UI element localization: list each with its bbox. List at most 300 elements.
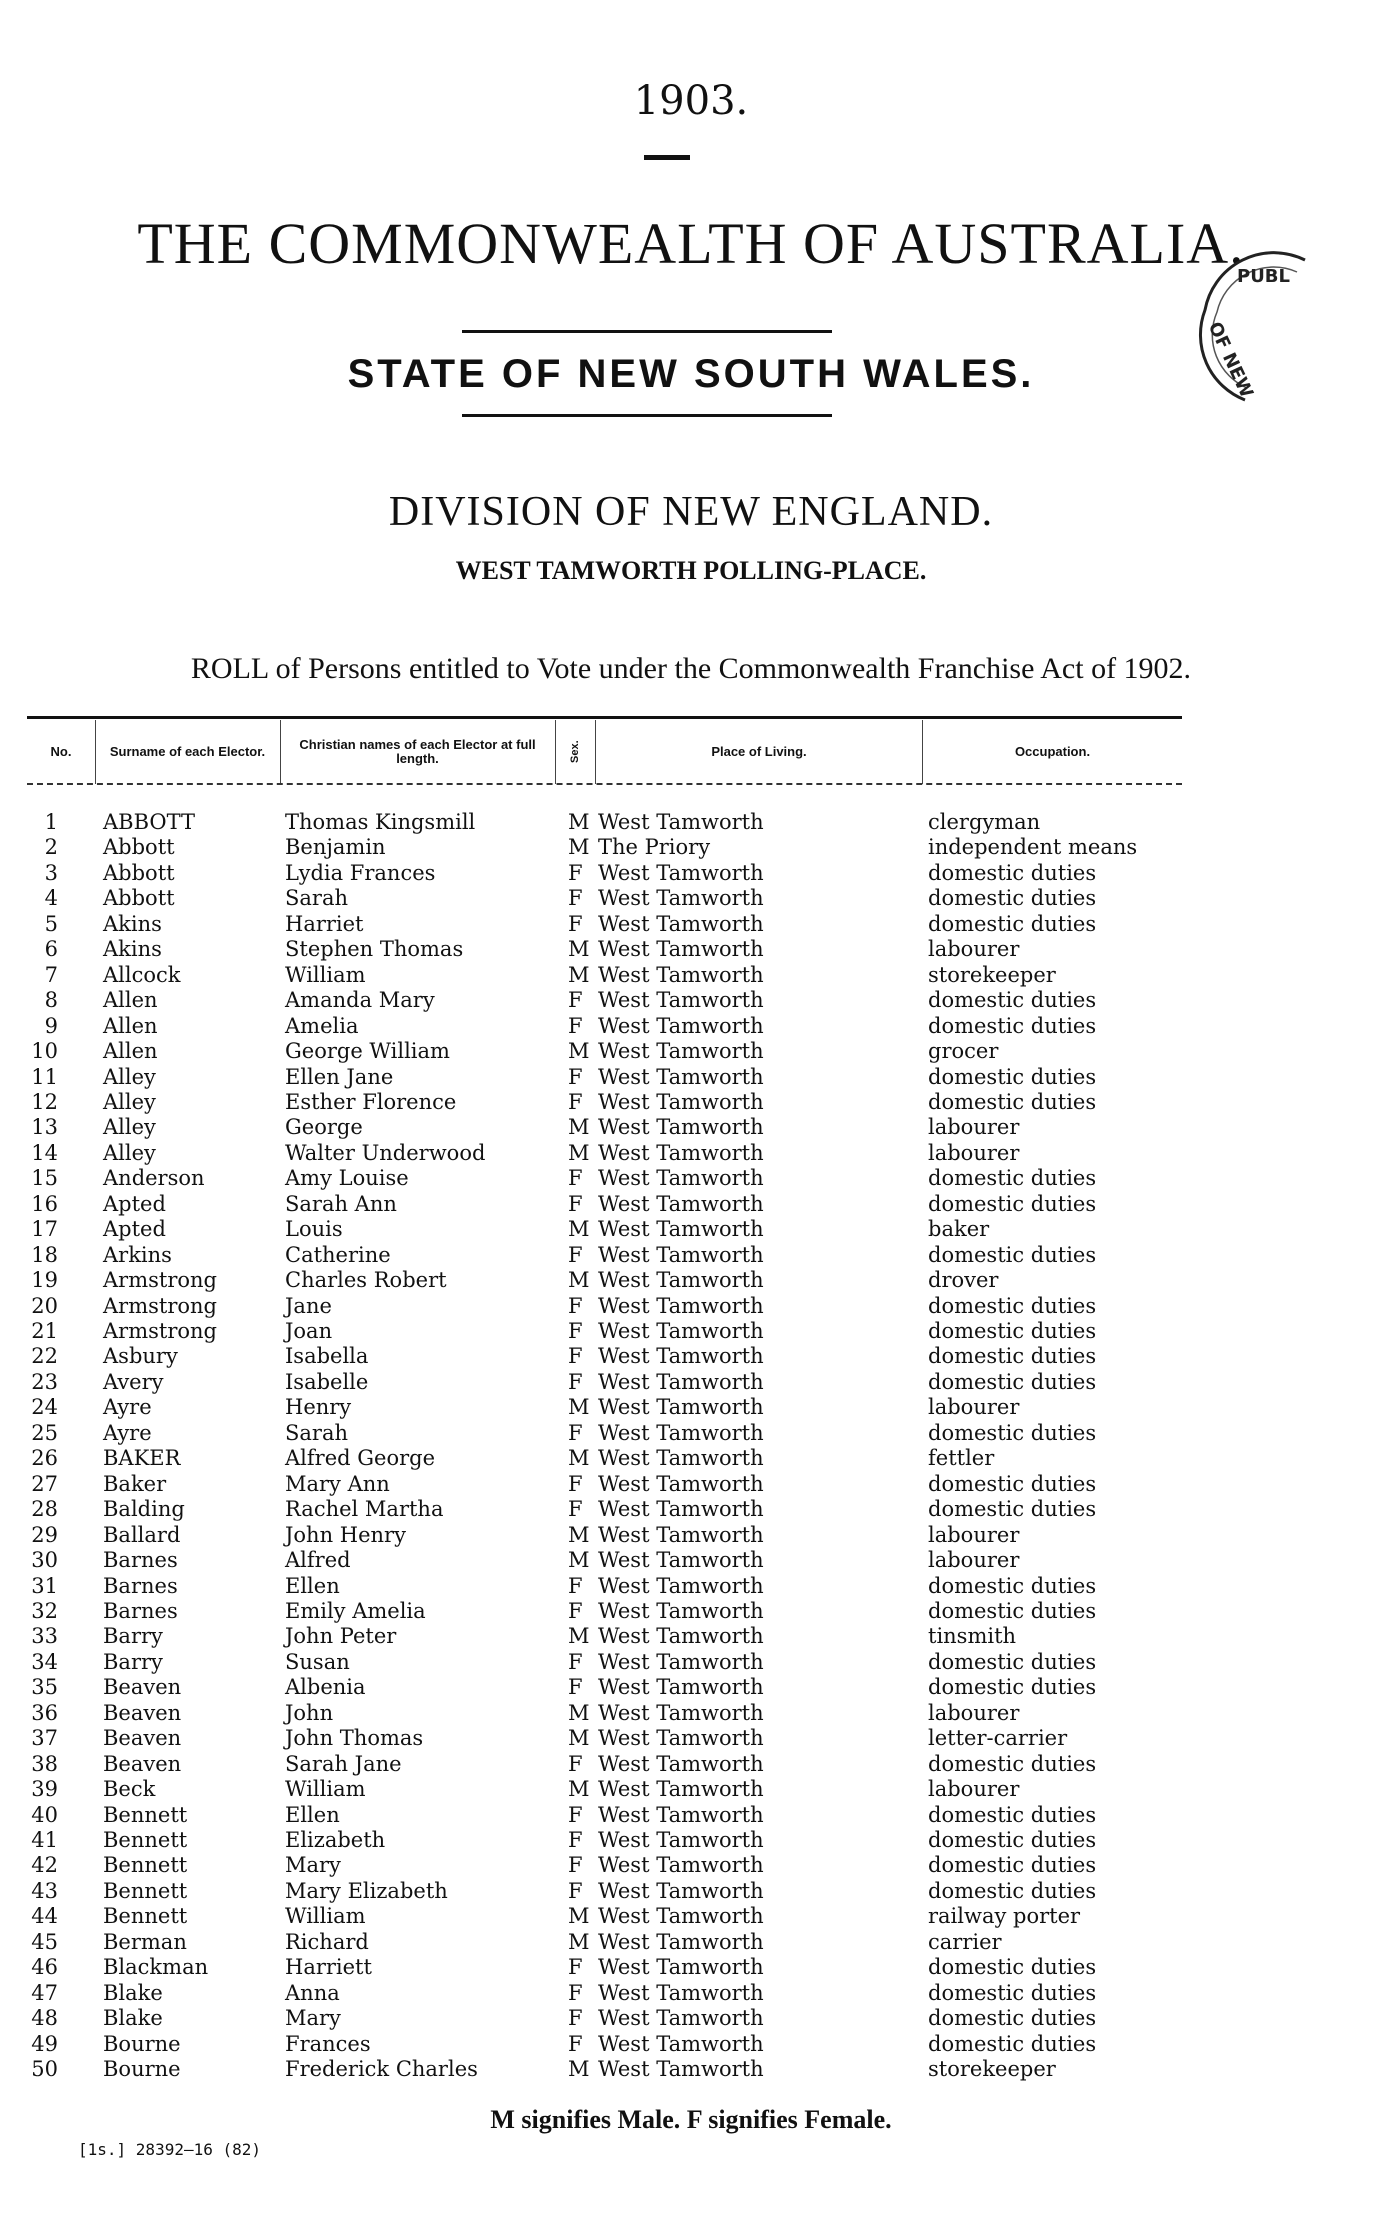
christian-names: Harriett — [285, 1955, 372, 1980]
header-occupation: Occupation. — [1014, 744, 1091, 759]
sex: F — [568, 1166, 583, 1191]
christian-names: Thomas Kingsmill — [285, 810, 476, 834]
sex: F — [568, 1293, 583, 1318]
place-of-living: West Tamworth — [598, 1344, 764, 1369]
christian-names: Harriet — [285, 911, 364, 936]
table-row — [0, 1065, 1382, 1090]
christian-names: Anna — [285, 1980, 340, 2005]
surname: Baker — [103, 1471, 167, 1496]
surname: Barnes — [103, 1548, 178, 1573]
table-row — [0, 1599, 1382, 1624]
row-number: 7 — [44, 962, 58, 987]
occupation: domestic duties — [928, 1853, 1097, 1878]
place-of-living: West Tamworth — [598, 1878, 764, 1903]
sex-legend: M signifies Male. F signifies Female. — [490, 2105, 892, 2134]
sex: F — [568, 1598, 583, 1623]
occupation: labourer — [928, 1548, 1020, 1573]
row-number: 20 — [31, 1293, 58, 1318]
row-number: 22 — [31, 1344, 58, 1369]
place-of-living: West Tamworth — [598, 962, 764, 987]
surname: Barry — [103, 1624, 163, 1649]
christian-names: Mary Ann — [285, 1471, 390, 1496]
table-row — [0, 1370, 1382, 1395]
christian-names: Catherine — [285, 1242, 391, 1267]
table-row — [0, 1472, 1382, 1497]
place-of-living: West Tamworth — [598, 1904, 764, 1929]
table-row — [0, 1243, 1382, 1268]
occupation: carrier — [928, 1929, 1002, 1954]
occupation: domestic duties — [928, 1649, 1097, 1674]
sex: M — [568, 1115, 590, 1140]
table-row — [0, 1217, 1382, 1242]
table-row — [0, 1421, 1382, 1446]
table-row — [0, 1701, 1382, 1726]
surname: Blake — [103, 2006, 163, 2031]
state-rule-top — [462, 330, 832, 333]
print-reference: [1s.] 28392—16 (82) — [78, 2140, 262, 2159]
sex: F — [568, 1573, 583, 1598]
occupation: domestic duties — [928, 1242, 1097, 1267]
occupation: independent means — [928, 835, 1138, 860]
occupation: domestic duties — [928, 1955, 1097, 1980]
surname: BAKER — [103, 1446, 181, 1471]
occupation: domestic duties — [928, 1828, 1097, 1852]
sex: F — [568, 1319, 583, 1343]
place-of-living: West Tamworth — [598, 810, 764, 834]
header-sex: Sex. — [569, 740, 581, 764]
header-surname: Surname of each Elector. — [109, 744, 266, 759]
sex: M — [568, 810, 590, 834]
sex: F — [568, 988, 583, 1013]
table-row — [0, 1141, 1382, 1166]
christian-names: Lydia Frances — [285, 860, 436, 885]
table-top-rule — [27, 716, 1182, 719]
row-number: 21 — [31, 1319, 58, 1343]
surname: Blackman — [103, 1955, 209, 1980]
row-number: 38 — [31, 1751, 58, 1776]
christian-names: Amelia — [285, 1013, 359, 1038]
place-of-living: West Tamworth — [598, 937, 764, 962]
sex: M — [568, 1700, 590, 1725]
place-of-living: West Tamworth — [598, 1548, 764, 1573]
occupation: domestic duties — [928, 1471, 1097, 1496]
sex: M — [568, 937, 590, 962]
christian-names: Isabella — [285, 1344, 369, 1369]
row-number: 43 — [31, 1878, 58, 1903]
place-of-living: West Tamworth — [598, 1700, 764, 1725]
surname: Allcock — [103, 962, 181, 987]
row-number: 9 — [44, 1013, 58, 1038]
place-of-living: West Tamworth — [598, 1064, 764, 1089]
christian-names: Sarah Ann — [285, 1191, 397, 1216]
row-number: 4 — [44, 886, 58, 911]
surname: Bennett — [103, 1853, 188, 1878]
surname: Alley — [103, 1064, 156, 1089]
sex: F — [568, 1497, 583, 1522]
surname: Beaven — [103, 1726, 182, 1751]
table-row — [0, 1344, 1382, 1369]
place-of-living: West Tamworth — [598, 1319, 764, 1343]
state-heading: STATE OF NEW SOUTH WALES. — [347, 352, 1035, 396]
occupation: domestic duties — [928, 1675, 1097, 1700]
christian-names: Esther Florence — [285, 1089, 457, 1114]
place-of-living: West Tamworth — [598, 1497, 764, 1522]
table-row — [0, 1115, 1382, 1140]
place-of-living: West Tamworth — [598, 1395, 764, 1420]
occupation: labourer — [928, 1700, 1020, 1725]
place-of-living: West Tamworth — [598, 1675, 764, 1700]
table-row — [0, 2006, 1382, 2031]
sex: F — [568, 1853, 583, 1878]
place-of-living: West Tamworth — [598, 1802, 764, 1827]
christian-names: Richard — [285, 1929, 369, 1954]
place-of-living: West Tamworth — [598, 1166, 764, 1191]
table-row — [0, 2057, 1382, 2082]
christian-names: Mary — [285, 2006, 341, 2031]
surname: Asbury — [103, 1344, 178, 1369]
surname: Berman — [103, 1929, 187, 1954]
place-of-living: West Tamworth — [598, 988, 764, 1013]
row-number: 13 — [31, 1115, 58, 1140]
christian-names: William — [285, 1777, 366, 1802]
row-number: 32 — [31, 1598, 58, 1623]
place-of-living: West Tamworth — [598, 1140, 764, 1165]
surname: Bourne — [103, 2057, 181, 2082]
table-row — [0, 835, 1382, 860]
occupation: domestic duties — [928, 2006, 1097, 2031]
col-divider — [922, 720, 923, 784]
row-number: 36 — [31, 1700, 58, 1725]
christian-names: Stephen Thomas — [285, 937, 464, 962]
table-row — [0, 1879, 1382, 1904]
occupation: labourer — [928, 1522, 1020, 1547]
occupation: domestic duties — [928, 988, 1097, 1013]
sex: F — [568, 1675, 583, 1700]
surname: Bennett — [103, 1904, 188, 1929]
occupation: domestic duties — [928, 1878, 1097, 1903]
christian-names: Sarah Jane — [285, 1751, 402, 1776]
row-number: 46 — [31, 1955, 58, 1980]
occupation: baker — [928, 1217, 990, 1242]
row-number: 6 — [44, 937, 58, 962]
occupation: storekeeper — [928, 962, 1056, 987]
row-number: 27 — [31, 1471, 58, 1496]
row-number: 3 — [44, 860, 58, 885]
occupation: clergyman — [928, 810, 1041, 834]
row-number: 5 — [44, 911, 58, 936]
christian-names: Louis — [285, 1217, 343, 1242]
row-number: 26 — [31, 1446, 58, 1471]
row-number: 48 — [31, 2006, 58, 2031]
christian-names: Emily Amelia — [285, 1598, 426, 1623]
place-of-living: West Tamworth — [598, 1955, 764, 1980]
table-row — [0, 988, 1382, 1013]
christian-names: Charles Robert — [285, 1268, 447, 1293]
place-of-living: West Tamworth — [598, 1293, 764, 1318]
col-divider — [595, 720, 596, 784]
christian-names: William — [285, 1904, 366, 1929]
table-row — [0, 1777, 1382, 1802]
row-number: 17 — [31, 1217, 58, 1242]
place-of-living: West Tamworth — [598, 1013, 764, 1038]
sex: M — [568, 1904, 590, 1929]
surname: Ayre — [103, 1420, 152, 1445]
surname: Ballard — [103, 1522, 181, 1547]
table-row — [0, 861, 1382, 886]
christian-names: Henry — [285, 1395, 352, 1420]
christian-names: John — [285, 1700, 334, 1725]
table-row — [0, 1726, 1382, 1751]
table-row — [0, 1090, 1382, 1115]
table-row — [0, 1650, 1382, 1675]
sex: M — [568, 1217, 590, 1242]
occupation: storekeeper — [928, 2057, 1056, 2082]
occupation: domestic duties — [928, 1013, 1097, 1038]
table-row — [0, 2032, 1382, 2057]
place-of-living: The Priory — [598, 835, 711, 860]
table-row — [0, 1294, 1382, 1319]
christian-names: Benjamin — [285, 835, 386, 860]
table-row — [0, 1395, 1382, 1420]
christian-names: Alfred — [285, 1548, 351, 1573]
sex: F — [568, 911, 583, 936]
christian-names: Rachel Martha — [285, 1497, 444, 1522]
row-number: 30 — [31, 1548, 58, 1573]
christian-names: Ellen Jane — [285, 1064, 394, 1089]
place-of-living: West Tamworth — [598, 860, 764, 885]
surname: Bennett — [103, 1828, 188, 1852]
row-number: 31 — [31, 1573, 58, 1598]
sex: F — [568, 2006, 583, 2031]
row-number: 24 — [31, 1395, 58, 1420]
table-row — [0, 1497, 1382, 1522]
sex: F — [568, 1420, 583, 1445]
table-row — [0, 1930, 1382, 1955]
surname: Balding — [103, 1497, 185, 1522]
occupation: domestic duties — [928, 1191, 1097, 1216]
place-of-living: West Tamworth — [598, 1217, 764, 1242]
surname: Blake — [103, 1980, 163, 2005]
place-of-living: West Tamworth — [598, 1751, 764, 1776]
sex: F — [568, 1191, 583, 1216]
sex: M — [568, 1929, 590, 1954]
occupation: domestic duties — [928, 1369, 1097, 1394]
surname: Beaven — [103, 1675, 182, 1700]
place-of-living: West Tamworth — [598, 2057, 764, 2082]
surname: Apted — [103, 1191, 166, 1216]
table-row — [0, 937, 1382, 962]
occupation: domestic duties — [928, 2031, 1097, 2056]
row-number: 41 — [31, 1828, 58, 1852]
surname: Allen — [103, 1039, 158, 1064]
sex: F — [568, 1649, 583, 1674]
occupation: domestic duties — [928, 1166, 1097, 1191]
table-row — [0, 1319, 1382, 1344]
occupation: domestic duties — [928, 1089, 1097, 1114]
occupation: domestic duties — [928, 860, 1097, 885]
surname: Akins — [103, 911, 162, 936]
table-row — [0, 1548, 1382, 1573]
table-row — [0, 1268, 1382, 1293]
christian-names: Isabelle — [285, 1369, 369, 1394]
occupation: domestic duties — [928, 1802, 1097, 1827]
sex: M — [568, 1624, 590, 1649]
table-row — [0, 912, 1382, 937]
occupation: fettler — [928, 1446, 995, 1471]
surname: Beaven — [103, 1751, 182, 1776]
table-row — [0, 1446, 1382, 1471]
row-number: 19 — [31, 1268, 58, 1293]
place-of-living: West Tamworth — [598, 1573, 764, 1598]
sex: F — [568, 886, 583, 911]
christian-names: Albenia — [285, 1675, 366, 1700]
surname: Alley — [103, 1089, 156, 1114]
occupation: labourer — [928, 937, 1020, 962]
surname: Abbott — [103, 886, 175, 911]
sex: F — [568, 1369, 583, 1394]
place-of-living: West Tamworth — [598, 1726, 764, 1751]
surname: Armstrong — [103, 1319, 217, 1343]
christian-names: Sarah — [285, 1420, 348, 1445]
christian-names: Amy Louise — [285, 1166, 409, 1191]
row-number: 50 — [31, 2057, 58, 2082]
sex: M — [568, 1548, 590, 1573]
svg-text:OF NEW: OF NEW — [1203, 318, 1258, 402]
year-heading: 1903. — [633, 78, 749, 124]
place-of-living: West Tamworth — [598, 1598, 764, 1623]
place-of-living: West Tamworth — [598, 1980, 764, 2005]
surname: Barnes — [103, 1598, 178, 1623]
table-row — [0, 1955, 1382, 1980]
place-of-living: West Tamworth — [598, 1369, 764, 1394]
christian-names: John Thomas — [285, 1726, 424, 1751]
occupation: grocer — [928, 1039, 999, 1064]
row-number: 40 — [31, 1802, 58, 1827]
occupation: labourer — [928, 1115, 1020, 1140]
christian-names: Amanda Mary — [285, 988, 435, 1013]
surname: Abbott — [103, 860, 175, 885]
row-number: 42 — [31, 1853, 58, 1878]
row-number: 11 — [31, 1064, 58, 1089]
row-number: 25 — [31, 1420, 58, 1445]
christian-names: Elizabeth — [285, 1828, 386, 1852]
christian-names: John Peter — [285, 1624, 397, 1649]
place-of-living: West Tamworth — [598, 1522, 764, 1547]
occupation: domestic duties — [928, 1293, 1097, 1318]
header-no: No. — [50, 744, 72, 759]
table-row — [0, 1675, 1382, 1700]
surname: Ayre — [103, 1395, 152, 1420]
christian-names: Jane — [285, 1293, 332, 1318]
table-row — [0, 1752, 1382, 1777]
row-number: 28 — [31, 1497, 58, 1522]
place-of-living: West Tamworth — [598, 1649, 764, 1674]
surname: Avery — [103, 1369, 164, 1394]
row-number: 44 — [31, 1904, 58, 1929]
occupation: drover — [928, 1268, 999, 1293]
row-number: 29 — [31, 1522, 58, 1547]
surname: Armstrong — [103, 1268, 217, 1293]
surname: Anderson — [103, 1166, 205, 1191]
sex: M — [568, 1039, 590, 1064]
place-of-living: West Tamworth — [598, 2006, 764, 2031]
occupation: domestic duties — [928, 1573, 1097, 1598]
table-row — [0, 810, 1382, 835]
place-of-living: West Tamworth — [598, 1268, 764, 1293]
sex: M — [568, 962, 590, 987]
place-of-living: West Tamworth — [598, 1039, 764, 1064]
christian-names: Frances — [285, 2031, 371, 2056]
table-row — [0, 1624, 1382, 1649]
christian-names: George — [285, 1115, 363, 1140]
sex: M — [568, 1140, 590, 1165]
row-number: 15 — [31, 1166, 58, 1191]
sex: F — [568, 1064, 583, 1089]
occupation: domestic duties — [928, 886, 1097, 911]
header-christian-names: Christian names of each Elector at full length. — [299, 737, 536, 766]
christian-names: Ellen — [285, 1573, 340, 1598]
christian-names: Sarah — [285, 886, 348, 911]
surname: Armstrong — [103, 1293, 217, 1318]
row-number: 16 — [31, 1191, 58, 1216]
occupation: railway porter — [928, 1904, 1081, 1929]
table-row — [0, 1039, 1382, 1064]
place-of-living: West Tamworth — [598, 1446, 764, 1471]
row-number: 47 — [31, 1980, 58, 2005]
occupation: letter-carrier — [928, 1726, 1068, 1751]
sex: F — [568, 1828, 583, 1852]
place-of-living: West Tamworth — [598, 1115, 764, 1140]
sex: M — [568, 1395, 590, 1420]
table-row — [0, 1014, 1382, 1039]
sex: F — [568, 1471, 583, 1496]
sex: F — [568, 1878, 583, 1903]
col-divider — [95, 720, 96, 784]
row-number: 14 — [31, 1140, 58, 1165]
occupation: domestic duties — [928, 1344, 1097, 1369]
row-number: 2 — [44, 835, 58, 860]
sex: F — [568, 1242, 583, 1267]
table-row — [0, 886, 1382, 911]
table-row — [0, 1981, 1382, 2006]
sex: M — [568, 1777, 590, 1802]
place-of-living: West Tamworth — [598, 1242, 764, 1267]
christian-names: Mary Elizabeth — [285, 1878, 448, 1903]
surname: ABBOTT — [103, 810, 196, 834]
sex: F — [568, 1344, 583, 1369]
state-rule-bottom — [462, 414, 832, 417]
table-row — [0, 1574, 1382, 1599]
occupation: domestic duties — [928, 1751, 1097, 1776]
place-of-living: West Tamworth — [598, 1828, 764, 1852]
table-row — [0, 1853, 1382, 1878]
christian-names: Susan — [285, 1649, 350, 1674]
sex: M — [568, 1268, 590, 1293]
christian-names: William — [285, 962, 366, 987]
christian-names: Alfred George — [285, 1446, 435, 1471]
polling-place-heading: WEST TAMWORTH POLLING-PLACE. — [455, 556, 927, 585]
occupation: domestic duties — [928, 1497, 1097, 1522]
document-title: THE COMMONWEALTH OF AUSTRALIA. — [137, 211, 1245, 276]
occupation: tinsmith — [928, 1624, 1017, 1649]
surname: Beaven — [103, 1700, 182, 1725]
col-divider — [280, 720, 281, 784]
christian-names: John Henry — [285, 1522, 406, 1547]
sex: M — [568, 2057, 590, 2082]
christian-names: Frederick Charles — [285, 2057, 478, 2082]
table-row — [0, 1904, 1382, 1929]
division-heading: DIVISION OF NEW ENGLAND. — [388, 489, 994, 535]
